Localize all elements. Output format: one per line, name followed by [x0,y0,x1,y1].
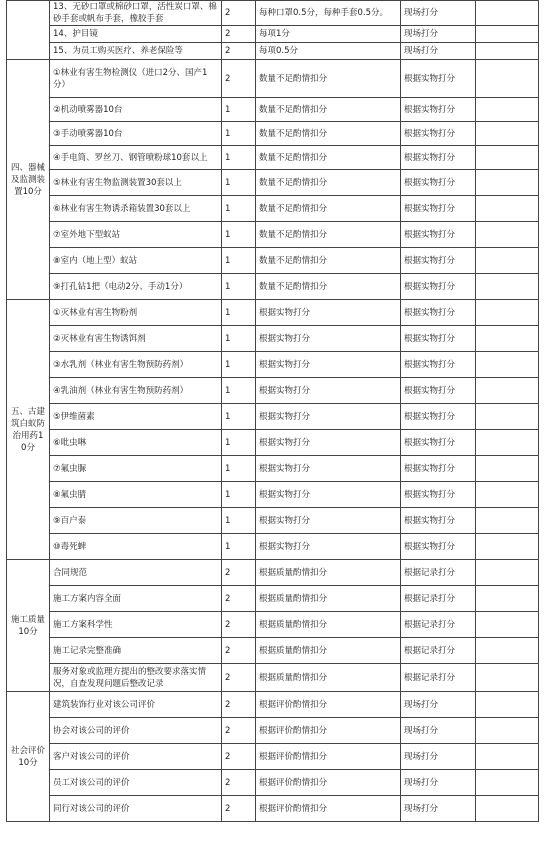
basis-cell: 根据实物打分 [401,170,476,196]
method-cell: 数量不足酌情扣分 [256,274,401,300]
table-row [7,612,539,638]
empty-cell [476,1,539,26]
table-row [7,300,539,326]
score-cell: 1 [222,456,256,482]
basis-cell: 根据实物打分 [401,146,476,170]
score-cell: 1 [222,430,256,456]
table-row [7,796,539,822]
basis-cell: 根据实物打分 [401,300,476,326]
table-row [7,170,539,196]
empty-cell [476,43,539,60]
table-row [7,482,539,508]
basis-cell: 根据记录打分 [401,560,476,586]
method-cell: 每项1分 [256,26,401,43]
basis-cell: 根据实物打分 [401,274,476,300]
empty-cell [476,508,539,534]
table-row [7,770,539,796]
basis-cell: 根据记录打分 [401,586,476,612]
method-cell: 根据实物打分 [256,404,401,430]
basis-cell: 现场打分 [401,744,476,770]
method-cell: 数量不足酌情扣分 [256,222,401,248]
empty-cell [476,352,539,378]
item-cell: 客户对该公司的评价 [50,744,222,770]
score-cell: 2 [222,560,256,586]
table-row [7,122,539,146]
basis-cell: 根据实物打分 [401,534,476,560]
table-row [7,352,539,378]
table-row [7,43,539,60]
score-cell: 2 [222,638,256,664]
basis-cell: 现场打分 [401,26,476,43]
score-cell: 1 [222,404,256,430]
category-cell: 社会评价10分 [7,692,50,822]
item-cell: ⑦氟虫脲 [50,456,222,482]
basis-cell: 根据实物打分 [401,196,476,222]
empty-cell [476,692,539,718]
method-cell: 根据实物打分 [256,482,401,508]
score-cell: 1 [222,378,256,404]
table-row [7,404,539,430]
method-cell: 根据评价酌情扣分 [256,796,401,822]
table-row [7,1,539,26]
item-cell: ⑨百户泰 [50,508,222,534]
item-cell: ①林业有害生物检测仪（进口2分、国产1分） [50,60,222,98]
score-cell: 1 [222,146,256,170]
item-cell: ②机动喷雾器10台 [50,98,222,122]
basis-cell: 现场打分 [401,796,476,822]
item-cell: 服务对象或监理方提出的整改要求落实情况，自查发现问题后整改记录 [50,664,222,692]
method-cell: 根据评价酌情扣分 [256,718,401,744]
table-row [7,508,539,534]
score-cell: 2 [222,60,256,98]
score-cell: 1 [222,508,256,534]
basis-cell: 根据实物打分 [401,508,476,534]
score-cell: 1 [222,170,256,196]
method-cell: 根据质量酌情扣分 [256,612,401,638]
table-row [7,534,539,560]
empty-cell [476,300,539,326]
score-cell: 2 [222,664,256,692]
score-cell: 2 [222,612,256,638]
basis-cell: 根据记录打分 [401,638,476,664]
item-cell: ②灭林业有害生物诱饵剂 [50,326,222,352]
method-cell: 数量不足酌情扣分 [256,170,401,196]
method-cell: 数量不足酌情扣分 [256,122,401,146]
score-cell: 2 [222,26,256,43]
table-row [7,692,539,718]
empty-cell [476,170,539,196]
category-cell: 五、古建筑白蚁防治用药10分 [7,300,50,560]
scoring-table-body [7,1,539,822]
item-cell: ⑨打孔钻1把（电动2分、手动1分） [50,274,222,300]
empty-cell [476,770,539,796]
basis-cell: 现场打分 [401,718,476,744]
item-cell: 14、护目镜 [50,26,222,43]
empty-cell [476,378,539,404]
basis-cell: 根据实物打分 [401,60,476,98]
score-cell: 1 [222,482,256,508]
item-cell: 员工对该公司的评价 [50,770,222,796]
score-cell: 1 [222,352,256,378]
basis-cell: 根据实物打分 [401,98,476,122]
item-cell: ⑧氟虫腈 [50,482,222,508]
table-row [7,456,539,482]
method-cell: 每种口罩0.5分，每种手套0.5分。 [256,1,401,26]
table-row [7,378,539,404]
empty-cell [476,248,539,274]
empty-cell [476,326,539,352]
item-cell: 15、为员工购买医疗、养老保险等 [50,43,222,60]
table-row [7,560,539,586]
basis-cell: 现场打分 [401,692,476,718]
table-row [7,718,539,744]
basis-cell: 根据实物打分 [401,482,476,508]
method-cell: 根据评价酌情扣分 [256,744,401,770]
basis-cell: 现场打分 [401,43,476,60]
empty-cell [476,586,539,612]
method-cell: 根据实物打分 [256,300,401,326]
score-cell: 2 [222,692,256,718]
table-row [7,744,539,770]
basis-cell: 根据实物打分 [401,122,476,146]
item-cell: ⑥吡虫啉 [50,430,222,456]
item-cell: 施工方案科学性 [50,612,222,638]
category-cell: 四、器械及监测装置10分 [7,60,50,300]
basis-cell: 根据实物打分 [401,378,476,404]
table-row [7,430,539,456]
method-cell: 每项0.5分 [256,43,401,60]
method-cell: 数量不足酌情扣分 [256,60,401,98]
score-cell: 1 [222,196,256,222]
empty-cell [476,560,539,586]
item-cell: ③水乳剂（林业有害生物预防药剂） [50,352,222,378]
score-cell: 2 [222,770,256,796]
table-row [7,638,539,664]
category-cell: 施工质量10分 [7,560,50,692]
method-cell: 根据质量酌情扣分 [256,586,401,612]
score-cell: 1 [222,248,256,274]
scoring-document [6,0,538,822]
item-cell: 合同规范 [50,560,222,586]
score-cell: 1 [222,326,256,352]
empty-cell [476,98,539,122]
method-cell: 数量不足酌情扣分 [256,98,401,122]
item-cell: 同行对该公司的评价 [50,796,222,822]
score-cell: 2 [222,43,256,60]
item-cell: 施工方案内容全面 [50,586,222,612]
method-cell: 根据实物打分 [256,456,401,482]
table-row [7,60,539,98]
basis-cell: 根据记录打分 [401,612,476,638]
item-cell: ④乳油剂（林业有害生物预防药剂） [50,378,222,404]
basis-cell: 根据记录打分 [401,664,476,692]
method-cell: 根据评价酌情扣分 [256,692,401,718]
basis-cell: 根据实物打分 [401,222,476,248]
table-row [7,26,539,43]
method-cell: 根据实物打分 [256,352,401,378]
empty-cell [476,404,539,430]
empty-cell [476,612,539,638]
method-cell: 数量不足酌情扣分 [256,196,401,222]
empty-cell [476,274,539,300]
score-cell: 2 [222,586,256,612]
item-cell: ⑧室内（地上型）蚁站 [50,248,222,274]
item-cell: 协会对该公司的评价 [50,718,222,744]
basis-cell: 现场打分 [401,1,476,26]
item-cell: 建筑装饰行业对该公司评价 [50,692,222,718]
empty-cell [476,60,539,98]
score-cell: 1 [222,98,256,122]
item-cell: ④手电筒、罗丝刀、钢管喷粉球10套以上 [50,146,222,170]
score-cell: 2 [222,1,256,26]
item-cell: ③手动喷雾器10台 [50,122,222,146]
score-cell: 1 [222,222,256,248]
score-cell: 2 [222,796,256,822]
item-cell: ⑦室外地下型蚁站 [50,222,222,248]
score-cell: 2 [222,718,256,744]
score-cell: 1 [222,534,256,560]
table-row [7,222,539,248]
method-cell: 根据质量酌情扣分 [256,560,401,586]
empty-cell [476,796,539,822]
empty-cell [476,638,539,664]
basis-cell: 根据实物打分 [401,326,476,352]
item-cell: 13、无砂口罩或棉砂口罩，活性炭口罩、棉砂手套或帆布手套，橡胶手套 [50,1,222,26]
item-cell: ⑤林业有害生物监测装置30套以上 [50,170,222,196]
basis-cell: 现场打分 [401,770,476,796]
method-cell: 根据质量酌情扣分 [256,664,401,692]
basis-cell: 根据实物打分 [401,248,476,274]
table-row [7,98,539,122]
empty-cell [476,456,539,482]
empty-cell [476,430,539,456]
item-cell: ⑥林业有害生物诱杀箱装置30套以上 [50,196,222,222]
basis-cell: 根据实物打分 [401,430,476,456]
empty-cell [476,196,539,222]
table-row [7,146,539,170]
method-cell: 根据质量酌情扣分 [256,638,401,664]
method-cell: 数量不足酌情扣分 [256,248,401,274]
score-cell: 1 [222,122,256,146]
table-row [7,196,539,222]
basis-cell: 根据实物打分 [401,404,476,430]
method-cell: 根据实物打分 [256,326,401,352]
empty-cell [476,534,539,560]
empty-cell [476,146,539,170]
empty-cell [476,718,539,744]
empty-cell [476,26,539,43]
table-row [7,586,539,612]
score-cell: 1 [222,274,256,300]
scoring-table [6,0,539,822]
empty-cell [476,222,539,248]
item-cell: ①灭林业有害生物粉剂 [50,300,222,326]
empty-cell [476,744,539,770]
table-row [7,664,539,692]
method-cell: 根据评价酌情扣分 [256,770,401,796]
basis-cell: 根据实物打分 [401,352,476,378]
item-cell: 施工记录完整准确 [50,638,222,664]
empty-cell [476,122,539,146]
method-cell: 根据实物打分 [256,430,401,456]
method-cell: 数量不足酌情扣分 [256,146,401,170]
empty-cell [476,482,539,508]
table-row [7,274,539,300]
method-cell: 根据实物打分 [256,508,401,534]
basis-cell: 根据实物打分 [401,456,476,482]
item-cell: ⑤伊维菌素 [50,404,222,430]
table-row [7,248,539,274]
table-row [7,326,539,352]
score-cell: 2 [222,744,256,770]
empty-cell [476,664,539,692]
method-cell: 根据实物打分 [256,534,401,560]
category-cell [7,1,50,60]
score-cell: 1 [222,300,256,326]
item-cell: ⑩毒死蜱 [50,534,222,560]
method-cell: 根据实物打分 [256,378,401,404]
